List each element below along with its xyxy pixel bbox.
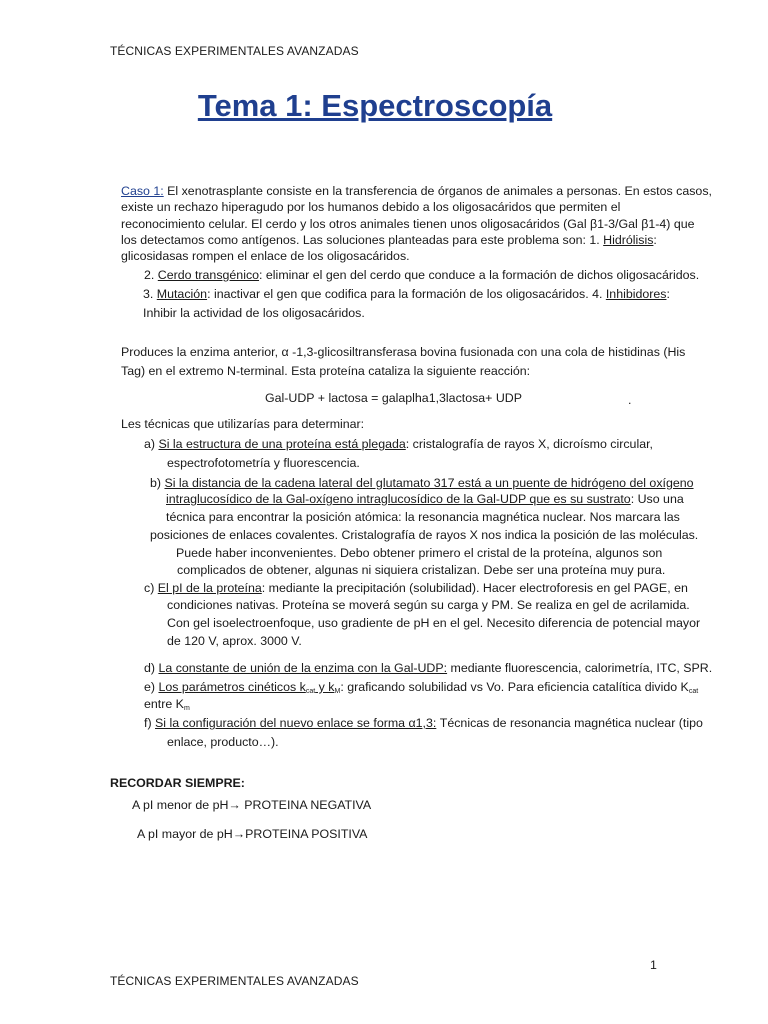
caso-line-1: Caso 1: El xenotrasplante consiste en la transferencia de órganos de animales a personas. En estos casos,	[121, 184, 712, 198]
mutacion-term: Mutación	[156, 287, 208, 301]
item-c-line-3: Con gel isoelectroenfoque, uso gradiente de pH en el gel. Necesito diferencia de potencial mayor	[167, 616, 701, 630]
caso-line-3: reconocimiento celular. El cerdo y los otros animales tienen unos oligosacáridos (Gal β1-3/Gal β1-4) que	[121, 217, 695, 231]
item-c-line-4: de 120 V, aprox. 3000 V.	[167, 634, 302, 648]
reaction-dot: .	[628, 393, 632, 407]
item-b-line-2: intraglucosídico de la Gal-oxígeno intraglucosídico de la Gal-UDP que es su sustrato: Uso una	[166, 492, 684, 506]
recordar-line-1: A pI menor de pH→ PROTEINA NEGATIVA	[132, 798, 372, 812]
inhibidores-term: Inhibidores	[605, 287, 667, 301]
item-c-line-2: condiciones nativas. Proteína se moverá según su carga y PM. Se realiza en gel de acrilamida.	[167, 598, 690, 612]
item-e-line-1: e) Los parámetros cinéticos $k_{cat}$ y $k_M$: graficando solubilidad vs Vo. Para eficiencia catalítica divido $K_{cat}$	[144, 680, 699, 695]
caso-line-7: 3. Mutación: inactivar el gen que codifica para la formación de los oligosacáridos. 4. Inhibidores:	[143, 287, 670, 301]
page-number: 1	[650, 958, 657, 972]
item-e-line-2: entre $K_m$	[144, 697, 190, 712]
item-b-line-5: Puede haber inconvenientes. Debo obtener primero el cristal de la proteína, algunos son	[176, 546, 663, 560]
item-a-line-2: espectrofotometría y fluorescencia.	[167, 456, 360, 470]
recordar-line-2: A pI mayor de pH→PROTEINA POSITIVA	[137, 827, 368, 841]
enzima-line-1: Produces la enzima anterior, α -1,3-glicosiltransferasa bovina fusionada con una cola de histidinas (His	[121, 345, 686, 359]
tecnicas-intro: Les técnicas que utilizarías para determinar:	[121, 417, 365, 431]
item-f-line-2: enlace, producto…).	[167, 735, 279, 749]
item-c-line-1: c) El pI de la proteína: mediante la precipitación (solubilidad). Hacer electroforesis en gel PAGE, en	[144, 581, 688, 595]
recordar-heading: RECORDAR SIEMPRE:	[110, 776, 245, 790]
item-b-line-3: técnica para encontrar la posición atómica: la resonancia magnética nuclear. Nos marcara las	[166, 510, 680, 524]
item-b-line-1: b) Si la distancia de la cadena lateral del glutamato 317 está a un puente de hidrógeno del oxígeno	[150, 476, 694, 490]
item-b-line-6: complicados de obtener, algunas ni siquiera cristalizan. Debe ser una proteína muy pura.	[177, 563, 666, 577]
caso-line-6: 2. Cerdo transgénico: eliminar el gen del cerdo que conduce a la formación de dichos oligosacáridos.	[144, 268, 700, 282]
reaction-equation: Gal-UDP + lactosa = galaplha1,3lactosa+ UDP	[265, 391, 523, 405]
caso-line-5: glicosidasas rompen el enlace de los oligosacáridos.	[121, 249, 410, 263]
item-a-line-1: a) Si la estructura de una proteína está plegada: cristalografía de rayos X, dicroísmo circular,	[144, 437, 653, 451]
cerdo-transgenico-term: Cerdo transgénico	[157, 268, 260, 282]
caso-label: Caso 1:	[121, 184, 164, 198]
item-d: d) La constante de unión de la enzima con la Gal-UDP: mediante fluorescencia, calorimetría, ITC, SPR.	[144, 661, 713, 675]
enzima-line-2: Tag) en el extremo N-terminal. Esta proteína cataliza la siguiente reacción:	[121, 364, 531, 378]
page-title: Tema 1: Espectroscopía	[197, 88, 553, 123]
page-footer: TÉCNICAS EXPERIMENTALES AVANZADAS	[110, 974, 359, 988]
item-b-line-4: posiciones de enlaces covalentes. Cristalografía de rayos X nos indica la posición de las moléculas.	[150, 528, 699, 542]
hidrolisis-term: Hidrólisis	[603, 233, 654, 247]
page-header: TÉCNICAS EXPERIMENTALES AVANZADAS	[110, 44, 359, 58]
caso-line-4: los detectamos como antígenos. Las soluciones planteadas para este problema son: 1. Hidrólisis:	[121, 233, 657, 247]
item-f-line-1: f) Si la configuración del nuevo enlace se forma α1,3: Técnicas de resonancia magnética nuclear (tipo	[144, 716, 703, 730]
caso-line-2: existe un rechazo hiperagudo por los humanos debido a los oligosacáridos que permiten el	[121, 200, 621, 214]
caso-line-8: Inhibir la actividad de los oligosacáridos.	[143, 306, 365, 320]
